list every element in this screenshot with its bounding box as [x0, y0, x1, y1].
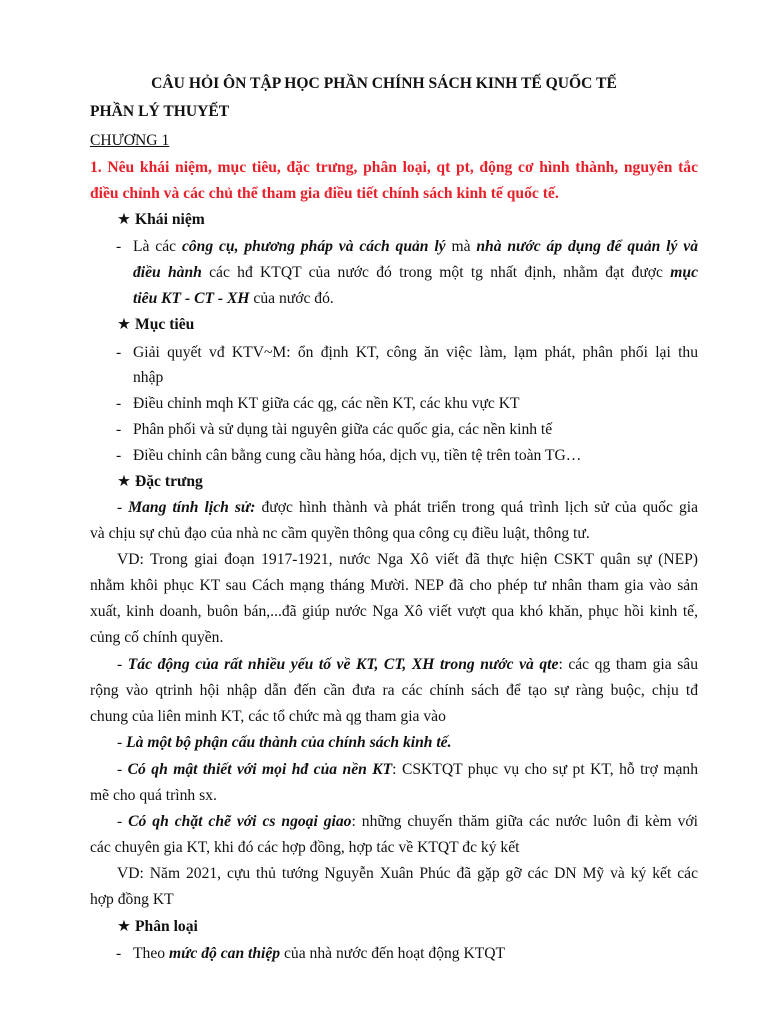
dac-trung-p2-line-1: [117, 652, 698, 678]
emphasis-text: mức độ can thiệp: [168, 945, 281, 962]
muc-tieu-item-2: Điều chỉnh mqh KT giữa các qg, các nền KT, các khu vực KT: [133, 395, 520, 412]
dash-bullet-icon: -: [116, 945, 122, 962]
chapter-heading: CHƯƠNG 1: [90, 132, 170, 149]
dac-trung-p3: [117, 730, 451, 756]
dash-bullet-icon: -: [116, 344, 122, 361]
example-2-line-2: hợp đồng KT: [90, 891, 174, 908]
document-title: CÂU HỎI ÔN TẬP HỌC PHẦN CHÍNH SÁCH KINH TẾ QUỐC TẾ: [151, 75, 617, 92]
star-bullet-icon: ★: [117, 918, 131, 935]
text-run: mà: [445, 238, 477, 255]
dash-bullet-icon: -: [116, 447, 122, 464]
text-run: -: [117, 734, 127, 751]
khai-niem-line-1: [133, 234, 698, 260]
question-line-1: 1. Nêu khái niệm, mục tiêu, đặc trưng, phân loại, qt pt, động cơ hình thành, nguyên tắc: [90, 159, 698, 176]
star-bullet-icon: ★: [117, 473, 131, 490]
part-heading: PHẦN LÝ THUYẾT: [90, 103, 230, 120]
text-run: Theo: [133, 945, 169, 962]
emphasis-text: Là một bộ phận cấu thành của chính sách kinh tế.: [126, 734, 452, 751]
dac-trung-p2-line-2: rộng vào qtrinh hội nhập dẫn đến cần đưa ra các chính sách để tạo sự ràng buộc, chịu tđ: [90, 682, 698, 699]
example-2-line-1: VD: Năm 2021, cựu thủ tướng Nguyễn Xuân Phúc đã gặp gỡ các DN Mỹ và ký kết các: [117, 865, 698, 882]
emphasis-text: điều hành: [133, 264, 202, 281]
example-1-line-3: xuất, kinh doanh, buôn bán,...đã giúp nước Nga Xô viết vượt qua khó khăn, phục hồi kinh tế,: [90, 603, 698, 620]
dac-trung-p5-line-1: [117, 809, 698, 835]
text-run: -: [117, 813, 129, 830]
emphasis-text: mục: [670, 264, 698, 281]
dac-trung-p4-line-2: mẽ cho quá trình sx.: [90, 787, 217, 804]
dac-trung-p5-line-2: các chuyên gia KT, khi đó các hợp đồng, hợp tác về KTQT đc ký kết: [90, 839, 520, 856]
text-run: : các qg tham gia sâu: [558, 656, 698, 673]
muc-tieu-item-3: Phân phối và sử dụng tài nguyên giữa các quốc gia, các nền kinh tế: [133, 421, 553, 438]
text-run: các hđ KTQT của nước đó trong một tg nhất định, nhằm đạt được: [201, 264, 671, 281]
text-run: của nhà nước đến hoạt động KTQT: [280, 945, 506, 962]
dac-trung-p4-line-1: [117, 757, 698, 783]
khai-niem-line-3: [133, 286, 334, 312]
section-heading-dac-trung: Đặc trưng: [135, 473, 203, 490]
dash-bullet-icon: -: [116, 238, 122, 255]
dash-bullet-icon: -: [116, 421, 122, 438]
text-run: của nước đó.: [249, 290, 334, 307]
question-line-2: điều chỉnh và các chủ thể tham gia điều tiết chính sách kinh tế quốc tế.: [90, 185, 559, 202]
muc-tieu-item-4: Điều chỉnh cân bằng cung cầu hàng hóa, dịch vụ, tiền tệ trên toàn TG…: [133, 447, 582, 464]
emphasis-text: Mang tính lịch sử:: [128, 499, 256, 516]
muc-tieu-item-1: Giải quyết vđ KTV~M: ổn định KT, công ăn việc làm, lạm phát, phân phối lại thu: [133, 344, 698, 361]
emphasis-text: Có qh chặt chẽ với cs ngoại giao: [128, 813, 352, 830]
phan-loai-item-1: [133, 941, 505, 967]
star-bullet-icon: ★: [117, 211, 131, 228]
dac-trung-p1-line-1: [117, 495, 698, 521]
example-1-line-4: củng cố chính quyền.: [90, 629, 224, 646]
section-heading-khai-niem: Khái niệm: [135, 211, 205, 228]
emphasis-text: tiêu KT - CT - XH: [133, 290, 250, 307]
section-heading-phan-loai: Phân loại: [135, 918, 198, 935]
text-run: được hình thành và phát triển trong quá trình lịch sử của quốc gia: [255, 499, 699, 516]
dac-trung-p1-line-2: và chịu sự chủ đạo của nhà nc cầm quyền thông qua công cụ điều luật, thông tư.: [90, 525, 590, 542]
text-run: -: [117, 499, 129, 516]
text-run: Là các: [133, 238, 182, 255]
section-heading-muc-tieu: Mục tiêu: [135, 316, 195, 333]
star-bullet-icon: ★: [117, 316, 131, 333]
text-run: : những chuyến thăm giữa các nước luôn đi kèm với: [351, 813, 698, 830]
emphasis-text: Tác động của rất nhiều yếu tố về KT, CT, XH trong nước và qte: [127, 656, 559, 673]
emphasis-text: công cụ, phương pháp và cách quản lý: [181, 238, 446, 255]
example-1-line-1: VD: Trong giai đoạn 1917-1921, nước Nga Xô viết đã thực hiện CSKT quân sự (NEP): [117, 551, 698, 568]
dash-bullet-icon: -: [116, 395, 122, 412]
muc-tieu-item-1-cont: nhập: [133, 369, 164, 386]
text-run: -: [117, 656, 128, 673]
text-run: -: [117, 761, 128, 778]
emphasis-text: nhà nước áp dụng để quản lý và: [476, 238, 698, 255]
dac-trung-p2-line-3: chung của liên minh KT, các tổ chức mà qg tham gia vào: [90, 708, 446, 725]
text-run: : CSKTQT phục vụ cho sự pt KT, hỗ trợ mạnh: [392, 761, 698, 778]
example-1-line-2: nhằm khôi phục KT sau Cách mạng tháng Mười. NEP đã cho phép tư nhân tham gia vào sản: [90, 577, 698, 594]
khai-niem-line-2: [133, 260, 698, 286]
emphasis-text: Có qh mật thiết với mọi hđ của nền KT: [127, 761, 393, 778]
